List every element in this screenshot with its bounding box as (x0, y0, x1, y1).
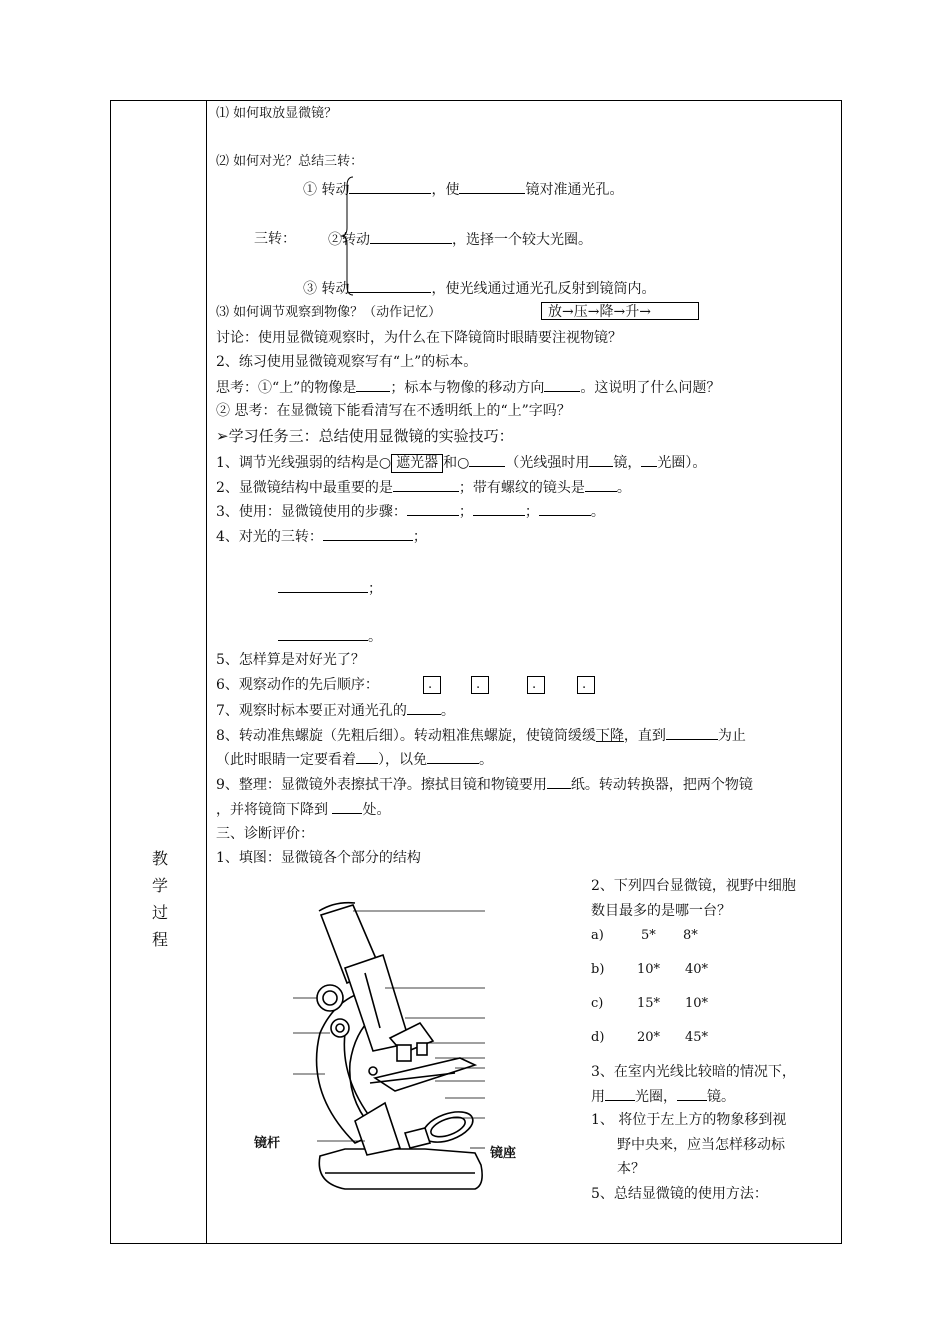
option-d: d) (591, 1030, 605, 1045)
order-box-4[interactable]: . (577, 676, 595, 694)
label-pillar: 镜杆 (254, 1136, 281, 1151)
turn-1: ① 转动 ，使 镜对准通光孔。 (303, 179, 623, 200)
question-r5: 5、总结显微镜的使用方法： (591, 1186, 768, 1202)
option-d-objective: 45* (685, 1030, 709, 1045)
option-c-eyepiece: 15* (637, 996, 661, 1011)
order-box-1[interactable]: . (423, 676, 441, 694)
microscope-diagram (285, 893, 525, 1203)
question-r3-line-1: 3、在室内光线比较暗的情况下， (591, 1064, 796, 1080)
option-a-eyepiece: 5* (641, 928, 656, 943)
skill-2: 2、显微镜结构中最重要的是 ；带有螺纹的镜头是 。 (216, 477, 631, 498)
turn-3: ③ 转动 ，使光线通过通光孔反射到镜筒内。 (303, 278, 655, 299)
skill-1: 1、调节光线强弱的结构是○ 遮光器 和○ （光线强时用 镜， 光圈）。 (216, 452, 706, 473)
circle-icon: ○ (378, 455, 392, 471)
skill-4-line-2: ； (278, 578, 382, 599)
question-r3-line-2: 用 光圈， 镜。 (591, 1086, 735, 1107)
question-r4-line-2: 野中央来，应当怎样移动标 (617, 1137, 785, 1153)
question-2: ⑵ 如何对光？总结三转： (216, 154, 364, 169)
option-b-eyepiece: 10* (637, 962, 661, 977)
left-column-label: 教 学 过 程 (151, 849, 168, 949)
fill-diagram-title: 1、填图：显微镜各个部分的结构 (216, 850, 421, 866)
option-a-objective: 8* (683, 928, 698, 943)
option-d-eyepiece: 20* (637, 1030, 661, 1045)
skill-7: 7、观察时标本要正对通光孔的 。 (216, 700, 455, 721)
question-r4-line-1: 1、 将位于左上方的物象移到视 (591, 1112, 787, 1128)
order-box-2[interactable]: . (471, 676, 489, 694)
think-2: ② 思考：在显微镜下能看清写在不透明纸上的“上”字吗？ (216, 403, 571, 419)
skill-9: 9、整理：显微镜外表擦拭干净。擦拭目镜和物镜要用 纸。转动转换器，把两个物镜 (216, 774, 753, 795)
option-c: c) (591, 996, 604, 1011)
evaluation-heading: 三、诊断评价： (216, 826, 314, 842)
circle-icon: ○ (457, 455, 470, 471)
skill-4-line-3: 。 (278, 626, 382, 647)
question-1: ⑴ 如何取放显微镜？ (216, 106, 338, 121)
question-r4-line-3: 本？ (617, 1161, 645, 1177)
task-3-heading: ➢学习任务三：总结使用显微镜的实验技巧： (216, 427, 514, 445)
brace (340, 176, 354, 296)
skill-3: 3、使用：显微镜使用的步骤： ； ； 。 (216, 501, 605, 522)
option-b-objective: 40* (685, 962, 709, 977)
skill-6: 6、观察动作的先后顺序： (216, 677, 379, 693)
discussion: 讨论：使用显微镜观察时，为什么在下降镜筒时眼睛要注视物镜？ (216, 330, 622, 346)
skill-5: 5、怎样算是对好光了？ (216, 652, 365, 668)
turn-2: ②转动 ，选择一个较大光圈。 (328, 229, 592, 250)
practice: 2、练习使用显微镜观察写有“上”的标本。 (216, 354, 478, 370)
question-r2-line-2: 数目最多的是哪一台？ (591, 903, 731, 919)
think-1: 思考：①“上”的物像是 ；标本与物像的移动方向 。这说明了什么问题？ (216, 377, 720, 398)
question-3: ⑶ 如何调节观察到物像？（动作记忆） (216, 305, 442, 320)
skill-8-line-2: （此时眼睛一定要看着 ），以免 。 (216, 749, 493, 770)
option-a: a) (591, 928, 604, 943)
skill-9-line-2: ，并将镜筒下降到 处。 (216, 799, 390, 820)
label-base: 镜座 (490, 1146, 517, 1161)
option-c-objective: 10* (685, 996, 709, 1011)
steps-box: 放→压→降→升→ (541, 302, 699, 320)
column-divider (206, 100, 207, 1243)
turn-label: 三转： (254, 231, 296, 247)
question-r2-line-1: 2、下列四台显微镜，视野中细胞 (591, 878, 796, 894)
skill-8: 8、转动准焦螺旋（先粗后细）。转动粗准焦螺旋，使镜筒缓缓下降，直到 为止 (216, 725, 746, 746)
order-box-3[interactable]: . (527, 676, 545, 694)
option-b: b) (591, 962, 605, 977)
skill-4: 4、对光的三转： ； (216, 526, 427, 547)
